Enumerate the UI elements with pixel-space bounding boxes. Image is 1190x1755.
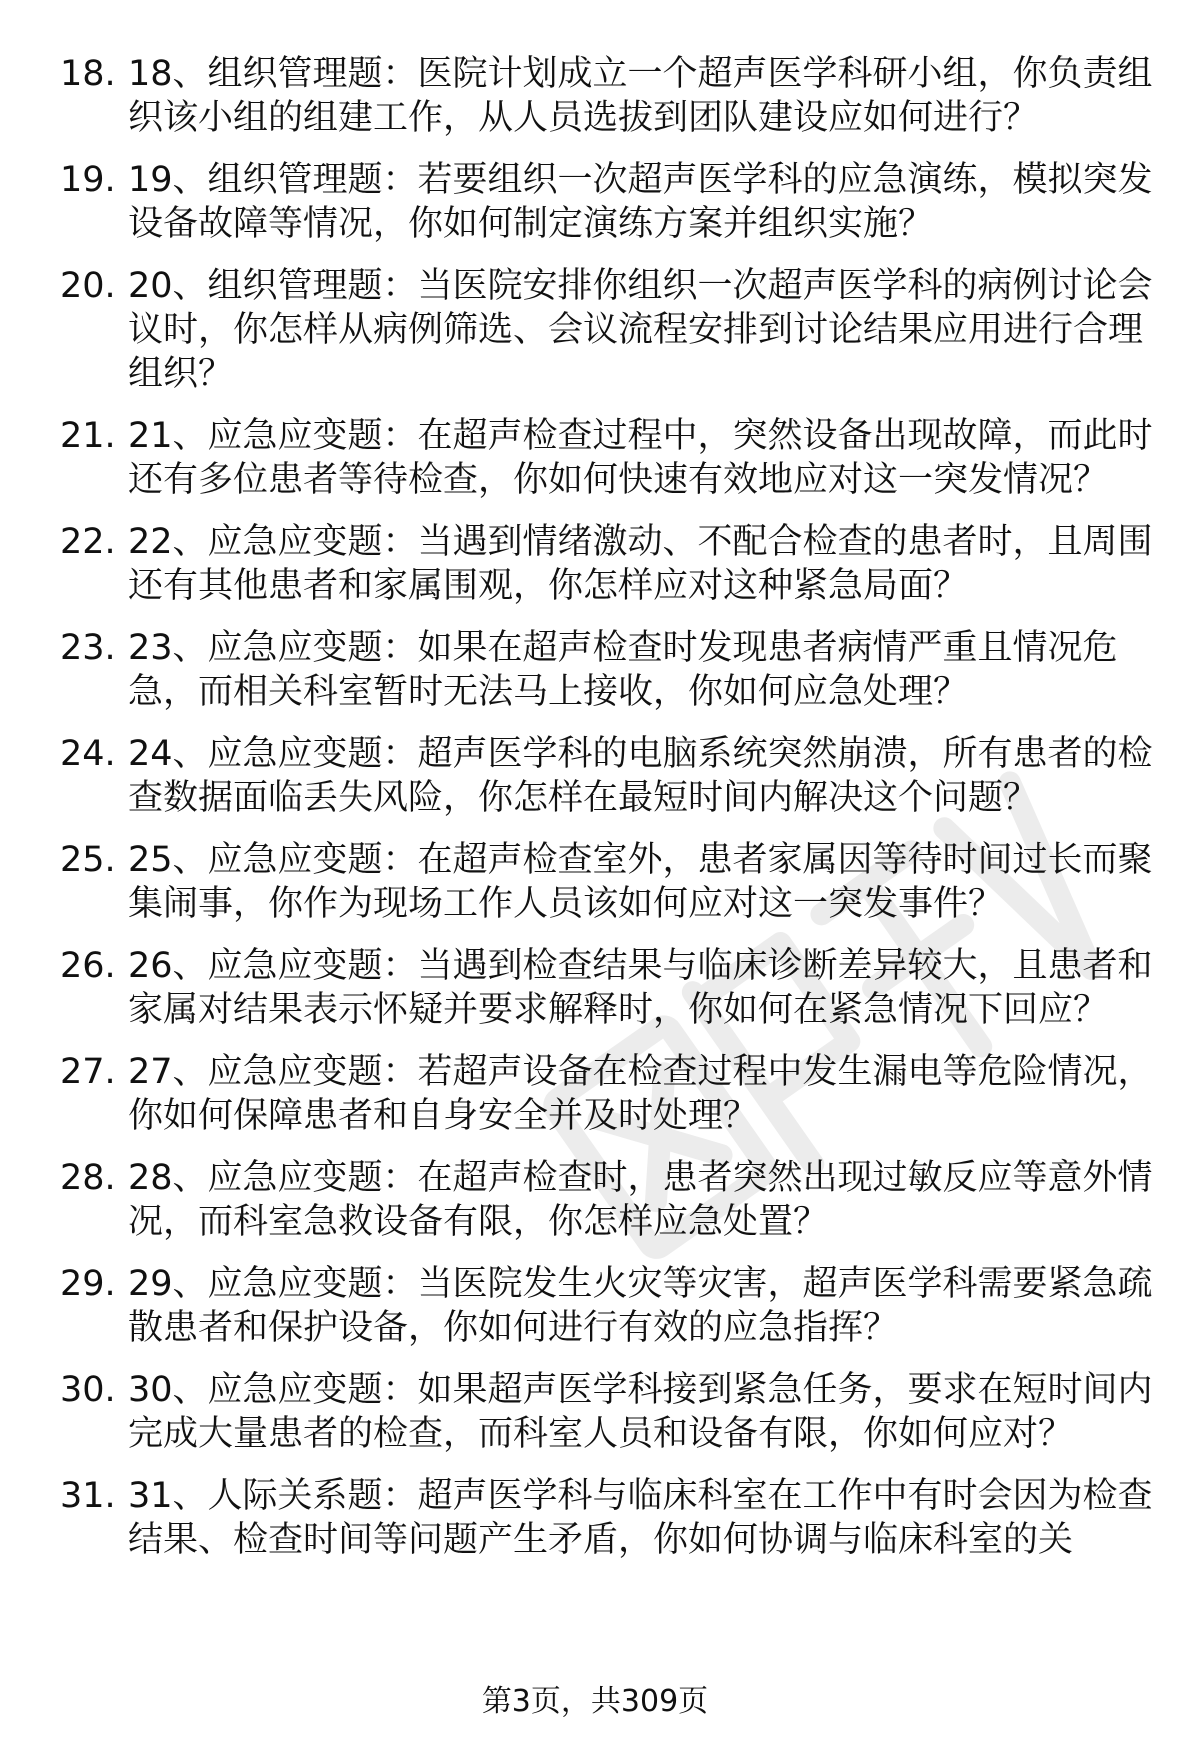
question-list [60, 52, 1155, 1580]
question-number: 26. [60, 946, 116, 986]
question-item [60, 520, 1155, 608]
question-number: 24. [60, 734, 116, 774]
question-text: 23、应急应变题：如果在超声检查时发现患者病情严重且情况危急，而相关科室暂时无法马上接收，你如何应急处理？ [128, 628, 1118, 712]
question-item [60, 626, 1155, 714]
question-item [60, 52, 1155, 140]
question-text: 31、人际关系题：超声医学科与临床科室在工作中有时会因为检查结果、检查时间等问题产生矛盾，你如何协调与临床科室的关 [128, 1476, 1153, 1560]
question-text: 18、组织管理题：医院计划成立一个超声医学科研小组，你负责组织该小组的组建工作，从人员选拔到团队建设应如何进行？ [128, 54, 1153, 138]
question-text: 28、应急应变题：在超声检查时，患者突然出现过敏反应等意外情况，而科室急救设备有限，你怎样应急处置？ [128, 1158, 1153, 1242]
question-item [60, 1050, 1155, 1138]
question-text: 25、应急应变题：在超声检查室外，患者家属因等待时间过长而聚集闹事，你作为现场工作人员该如何应对这一突发事件？ [128, 840, 1153, 924]
question-item [60, 414, 1155, 502]
page-number: 第3页，共309页 [481, 1684, 709, 1719]
question-item [60, 1474, 1155, 1562]
question-text: 29、应急应变题：当医院发生火灾等灾害，超声医学科需要紧急疏散患者和保护设备，你如何进行有效的应急指挥？ [128, 1264, 1153, 1348]
question-number: 30. [60, 1370, 116, 1410]
question-text: 24、应急应变题：超声医学科的电脑系统突然崩溃，所有患者的检查数据面临丢失风险，你怎样在最短时间内解决这个问题？ [128, 734, 1153, 818]
question-number: 19. [60, 160, 116, 200]
question-number: 29. [60, 1264, 116, 1304]
question-text: 30、应急应变题：如果超声医学科接到紧急任务，要求在短时间内完成大量患者的检查，而科室人员和设备有限，你如何应对？ [128, 1370, 1153, 1454]
question-item [60, 158, 1155, 246]
question-item [60, 838, 1155, 926]
question-text: 22、应急应变题：当遇到情绪激动、不配合检查的患者时，且周围还有其他患者和家属围观，你怎样应对这种紧急局面？ [128, 522, 1153, 606]
question-item [60, 1368, 1155, 1456]
question-number: 21. [60, 416, 116, 456]
question-number: 18. [60, 54, 116, 94]
question-number: 28. [60, 1158, 116, 1198]
question-number: 23. [60, 628, 116, 668]
question-item [60, 1156, 1155, 1244]
question-number: 31. [60, 1476, 116, 1516]
question-item [60, 732, 1155, 820]
question-number: 25. [60, 840, 116, 880]
question-item [60, 1262, 1155, 1350]
question-text: 27、应急应变题：若超声设备在检查过程中发生漏电等危险情况，你如何保障患者和自身安全并及时处理？ [128, 1052, 1153, 1136]
question-text: 19、组织管理题：若要组织一次超声医学科的应急演练，模拟突发设备故障等情况，你如何制定演练方案并组织实施？ [128, 160, 1153, 244]
question-text: 21、应急应变题：在超声检查过程中，突然设备出现故障，而此时还有多位患者等待检查，你如何快速有效地应对这一突发情况？ [128, 416, 1153, 500]
question-item [60, 264, 1155, 396]
question-text: 26、应急应变题：当遇到检查结果与临床诊断差异较大，且患者和家属对结果表示怀疑并要求解释时，你如何在紧急情况下回应？ [128, 946, 1153, 1030]
question-text: 20、组织管理题：当医院安排你组织一次超声医学科的病例讨论会议时，你怎样从病例筛选、会议流程安排到讨论结果应用进行合理组织？ [128, 266, 1153, 394]
question-number: 20. [60, 266, 116, 306]
question-item [60, 944, 1155, 1032]
question-number: 22. [60, 522, 116, 562]
question-number: 27. [60, 1052, 116, 1092]
